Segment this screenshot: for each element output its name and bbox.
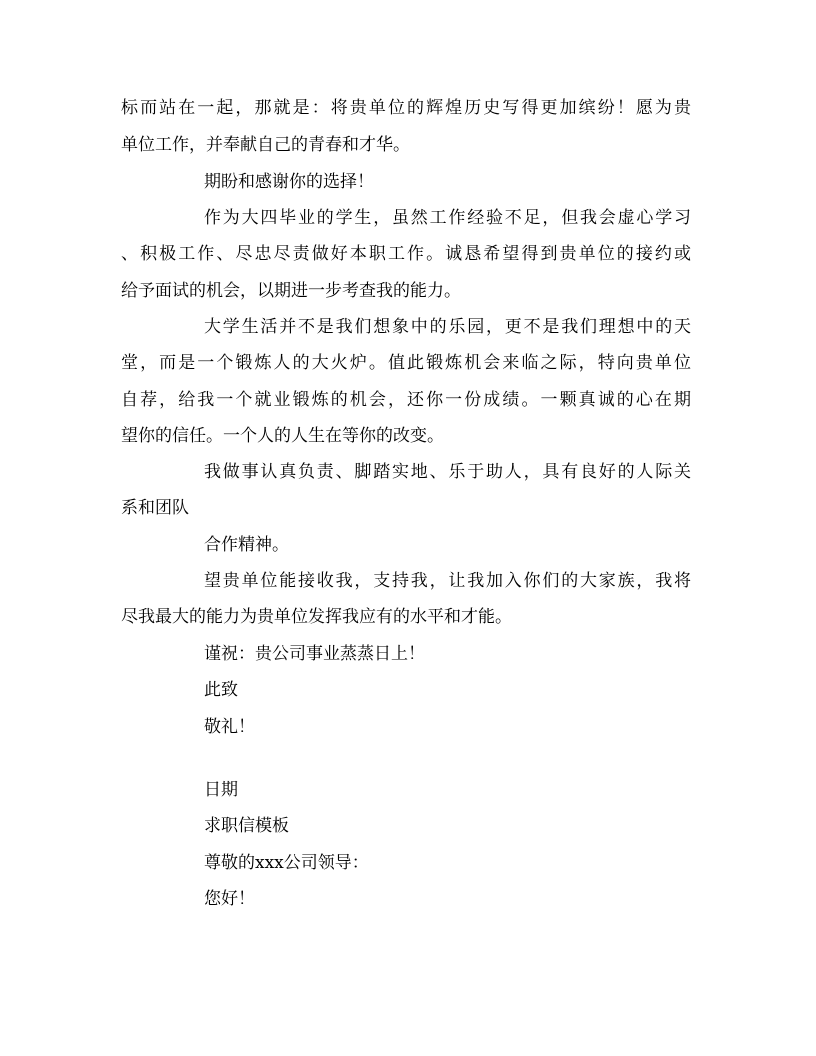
body-line-9: 自荐，给我一个就业锻炼的机会，还你一份成绩。一颗真诚的心在期 [121,390,691,410]
body-line-3: 期盼和感谢你的选择！ [204,172,374,192]
body-line-1: 标而站在一起，那就是：将贵单位的辉煌历史写得更加缤纷！愿为贵 [121,98,691,118]
section-heading: 求职信模板 [204,816,289,836]
body-line-6: 给予面试的机会，以期进一步考查我的能力。 [121,281,461,301]
body-line-10: 望你的信任。一个人的人生在等你的改变。 [121,426,444,446]
body-line-12: 系和团队 [121,498,189,518]
closing-regards: 敬礼！ [204,717,255,737]
body-line-4: 作为大四毕业的学生，虽然工作经验不足，但我会虚心学习 [204,208,691,228]
body-line-14: 望贵单位能接收我，支持我，让我加入你们的大家族，我将 [204,571,691,591]
greeting-addressee: 尊敬的xxx公司领导： [204,853,369,873]
body-line-11: 我做事认真负责、脚踏实地、乐于助人，具有良好的人际关 [204,462,691,482]
body-line-13: 合作精神。 [204,535,289,555]
greeting-hello: 您好！ [204,889,255,909]
body-line-8: 堂，而是一个锻炼人的大火炉。值此锻炼机会来临之际，特向贵单位 [121,353,691,373]
body-line-7: 大学生活并不是我们想象中的乐园，更不是我们理想中的天 [204,317,691,337]
body-line-5: 、积极工作、尽忠尽责做好本职工作。诚恳希望得到贵单位的接约或 [121,244,691,264]
body-line-15: 尽我最大的能力为贵单位发挥我应有的水平和才能。 [121,607,512,627]
closing-salutation: 此致 [204,680,238,700]
body-line-2: 单位工作，并奉献自己的青春和才华。 [121,135,410,155]
closing-wish: 谨祝：贵公司事业蒸蒸日上！ [204,644,425,664]
date-label: 日期 [204,780,238,800]
